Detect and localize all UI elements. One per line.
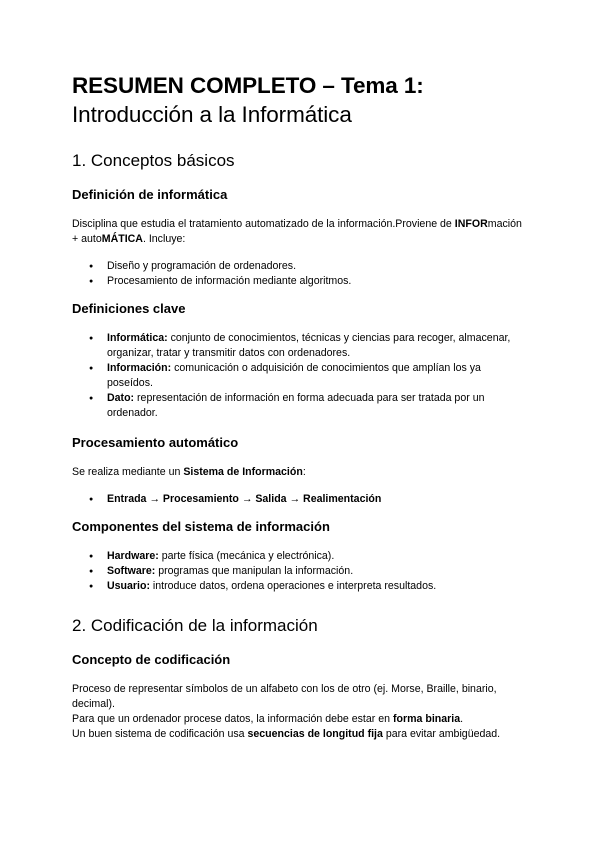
componentes-heading: Componentes del sistema de información: [72, 519, 330, 534]
list-item: ● Usuario: introduce datos, ordena operaciones e interpreta resultados.: [107, 579, 528, 594]
definicion-list: [72, 259, 528, 289]
list-item: ● Información: comunicación o adquisición de conocimientos que amplían los ya poseídos.: [107, 361, 528, 391]
procesamiento-list: [72, 492, 528, 507]
title-line-1: RESUMEN COMPLETO – Tema 1:: [72, 73, 424, 98]
list-item: ● Procesamiento de información mediante algoritmos.: [107, 274, 528, 289]
definiciones-clave-list: [72, 331, 528, 421]
definicion-heading: Definición de informática: [72, 187, 228, 202]
list-item: ● Software: programas que manipulan la información.: [107, 564, 528, 579]
definicion-paragraph: Disciplina que estudia el tratamiento automatizado de la información.Proviene de INFORmación + autoMÁTICA. Incluye:: [72, 218, 522, 245]
list-item: ● Hardware: parte física (mecánica y electrónica).: [107, 549, 528, 564]
list-item: ● Entrada → Procesamiento → Salida → Realimentación: [107, 492, 528, 507]
procesamiento-paragraph: Se realiza mediante un Sistema de Información:: [72, 466, 306, 478]
title-line-2: Introducción a la Informática: [72, 102, 352, 127]
section-1-heading: 1. Conceptos básicos: [72, 151, 235, 170]
procesamiento-heading: Procesamiento automático: [72, 435, 239, 450]
list-item: ● Informática: conjunto de conocimientos, técnicas y ciencias para recoger, almacenar, organizar, tratar y transmitir datos con ordenadores.: [107, 331, 528, 361]
concepto-heading: Concepto de codificación: [72, 652, 231, 667]
document-title: [72, 71, 528, 129]
componentes-list: [72, 549, 528, 594]
concepto-paragraph: Proceso de representar símbolos de un alfabeto con los de otro (ej. Morse, Braille, binario, decimal). Para que un ordenador procese datos, la información debe estar en forma binaria. Un buen sistema de codificación usa secuencias de longitud fija para evitar ambigüedad.: [72, 683, 501, 740]
list-item: ● Dato: representación de información en forma adecuada para ser tratada por un ordenador.: [107, 391, 528, 421]
definiciones-clave-heading: Definiciones clave: [72, 301, 186, 316]
list-item: ● Diseño y programación de ordenadores.: [107, 259, 528, 274]
section-2-heading: 2. Codificación de la información: [72, 616, 318, 635]
